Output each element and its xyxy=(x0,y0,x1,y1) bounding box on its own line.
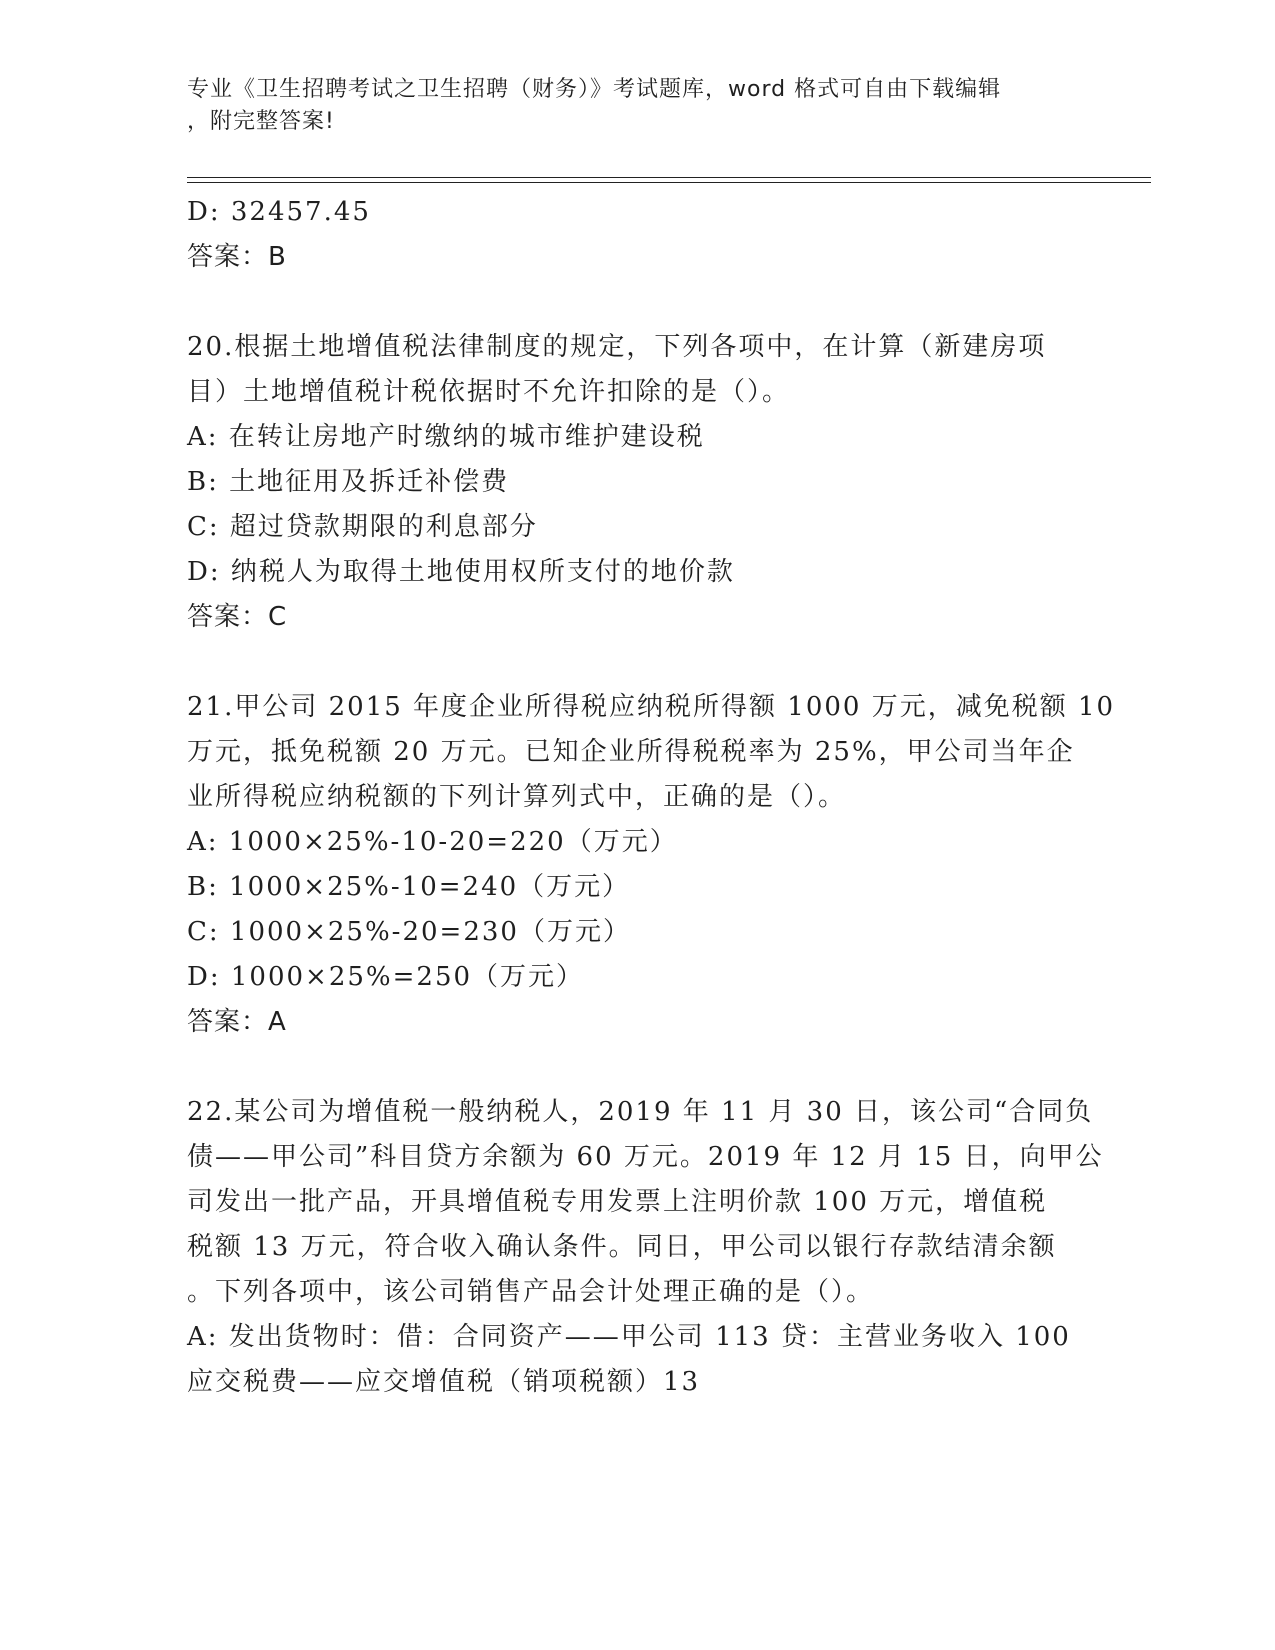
q21-option-b: B: 1000×25%-10=240（万元） xyxy=(187,872,631,902)
document-body xyxy=(187,190,1116,1405)
document-header xyxy=(187,74,1087,138)
question-19-tail xyxy=(187,190,1087,280)
q22-stem-line-3: 司发出一批产品，开具增值税专用发票上注明价款 100 万元，增值税 xyxy=(187,1187,1048,1217)
q20-option-b: B: 土地征用及拆迁补偿费 xyxy=(187,467,510,497)
spacer xyxy=(187,640,1087,685)
header-line-1: 专业《卫生招聘考试之卫生招聘（财务）》考试题库，word 格式可自由下载编辑 xyxy=(187,77,1002,102)
question-21 xyxy=(187,685,1116,1045)
q22-stem-line-5: 。下列各项中，该公司销售产品会计处理正确的是（）。 xyxy=(187,1277,875,1307)
q21-option-a: A: 1000×25%-10-20=220（万元） xyxy=(187,827,678,857)
q20-option-d: D: 纳税人为取得土地使用权所支付的地价款 xyxy=(187,557,735,587)
q20-stem-line-2: 目）土地增值税计税依据时不允许扣除的是（）。 xyxy=(187,377,791,407)
q22-option-a-line-2: 应交税费——应交增值税（销项税额）13 xyxy=(187,1367,701,1397)
q21-stem-line-2: 万元，抵免税额 20 万元。已知企业所得税税率为 25%，甲公司当年企 xyxy=(187,737,1075,767)
q20-option-a: A: 在转让房地产时缴纳的城市维护建设税 xyxy=(187,422,705,452)
spacer xyxy=(187,280,1087,325)
q22-option-a-line-1: A: 发出货物时：借：合同资产——甲公司 113 贷：主营业务收入 100 xyxy=(187,1322,1071,1352)
question-20 xyxy=(187,325,1087,640)
question-22 xyxy=(187,1090,1104,1405)
q21-stem-line-3: 业所得税应纳税额的下列计算列式中，正确的是（）。 xyxy=(187,782,847,812)
header-line-2: ，附完整答案! xyxy=(187,109,335,134)
q21-answer: 答案：A xyxy=(187,1007,287,1037)
q22-stem-line-1: 22.某公司为增值税一般纳税人，2019 年 11 月 30 日，该公司“合同负 xyxy=(187,1097,1094,1127)
q21-option-d: D: 1000×25%=250（万元） xyxy=(187,962,585,992)
q20-option-c: C: 超过贷款期限的利息部分 xyxy=(187,512,538,542)
q22-stem-line-4: 税额 13 万元，符合收入确认条件。同日，甲公司以银行存款结清余额 xyxy=(187,1232,1057,1262)
q22-stem-line-2: 债——甲公司”科目贷方余额为 60 万元。2019 年 12 月 15 日，向甲公 xyxy=(187,1142,1104,1172)
spacer xyxy=(187,1045,1087,1090)
q19-answer: 答案：B xyxy=(187,242,287,272)
header-divider-top xyxy=(187,177,1151,178)
header-divider-bottom xyxy=(187,182,1151,183)
q20-stem-line-1: 20.根据土地增值税法律制度的规定，下列各项中，在计算（新建房项 xyxy=(187,332,1047,362)
q19-option-d: D: 32457.45 xyxy=(187,197,371,227)
q21-stem-line-1: 21.甲公司 2015 年度企业所得税应纳税所得额 1000 万元，减免税额 10 xyxy=(187,692,1116,722)
q20-answer: 答案：C xyxy=(187,602,288,632)
q21-option-c: C: 1000×25%-20=230（万元） xyxy=(187,917,631,947)
